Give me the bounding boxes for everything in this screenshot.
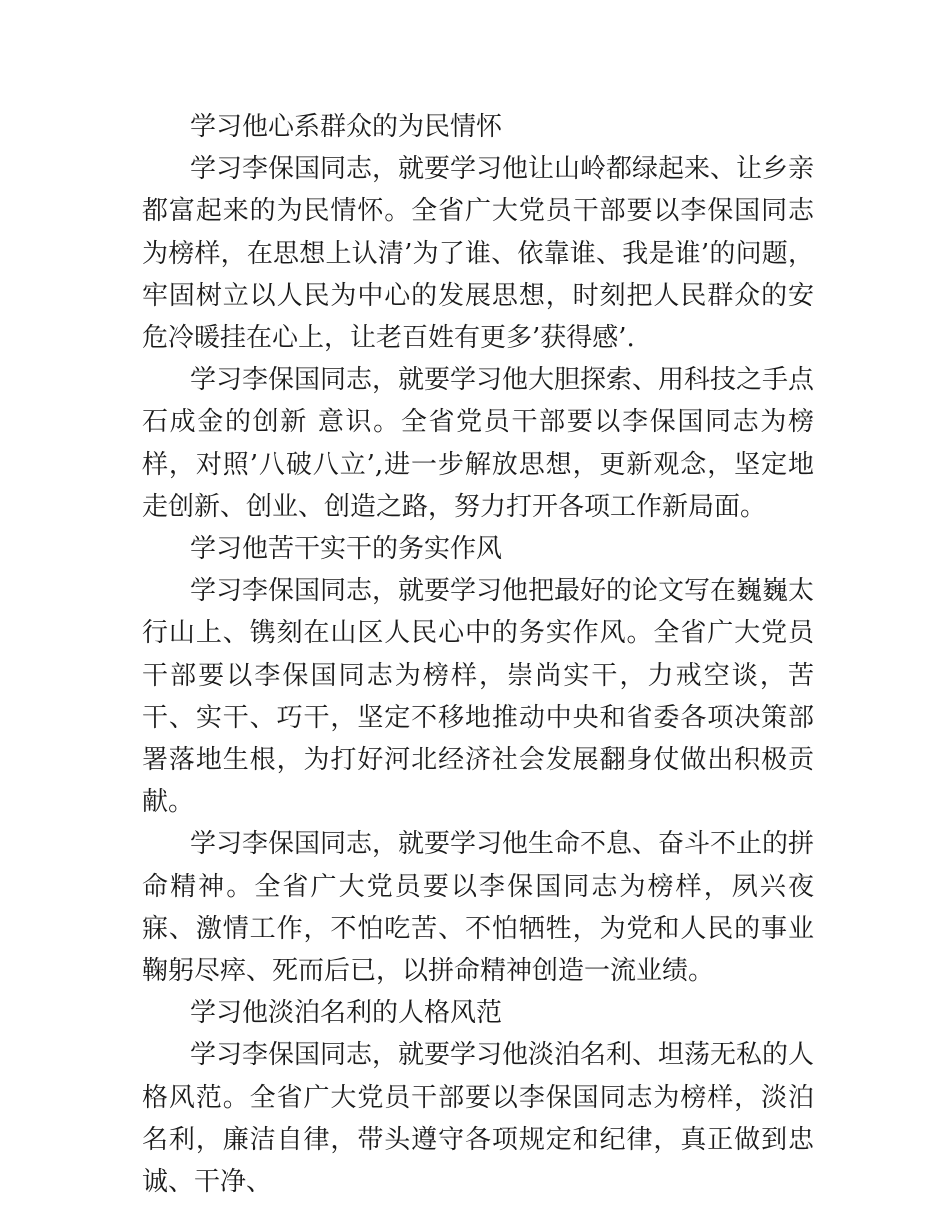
section-heading: 学习他淡泊名利的人格风范 <box>190 998 503 1029</box>
body-paragraph: 学习李保国同志，就要学习他把最好的论文写在巍巍太行山上、镌刻在山区人民心中的务实作风。全省广大党员干部要以李保国同志为榜样，崇尚实干，力戒空谈，苦干、实干、巧干，坚定不移地推动中央和省委各项决策部署落地生根，为打好河北经济社会发展翻身仗做出积极贡献。 <box>142 576 815 818</box>
document-body <box>142 106 814 1203</box>
section-heading: 学习他苦干实干的务实作风 <box>190 534 503 565</box>
body-paragraph: 学习李保国同志，就要学习他让山岭都绿起来、让乡亲都富起来的为民情怀。全省广大党员干部要以李保国同志为榜样，在思想上认清’为了谁、依靠谁、我是谁’的问题，牢固树立以人民为中心的发展思想，时刻把人民群众的安危冷暖挂在心上，让老百姓有更多’获得感’. <box>142 154 815 354</box>
section-heading: 学习他心系群众的为民情怀 <box>190 112 503 142</box>
body-paragraph: 学习李保国同志，就要学习他大胆探索、用科技之手点石成金的创新 意识。全省党员干部要以李保国同志为榜样，对照’八破八立’,进一步解放思想，更新观念，坚定地走创新、创业、创造之路，努力打开各项工作新局面。 <box>142 365 815 522</box>
body-paragraph: 学习李保国同志，就要学习他淡泊名利、坦荡无私的人格风范。全省广大党员干部要以李保国同志为榜样，淡泊名利，廉洁自律，带头遵守各项规定和纪律，真正做到忠诚、干净、 <box>142 1040 815 1198</box>
body-paragraph: 学习李保国同志，就要学习他生命不息、奋斗不止的拼命精神。全省广大党员要以李保国同志为榜样，夙兴夜寐、激情工作，不怕吃苦、不怕牺牲，为党和人民的事业鞠躬尽瘁、死而后已，以拼命精神创造一流业绩。 <box>142 829 815 987</box>
